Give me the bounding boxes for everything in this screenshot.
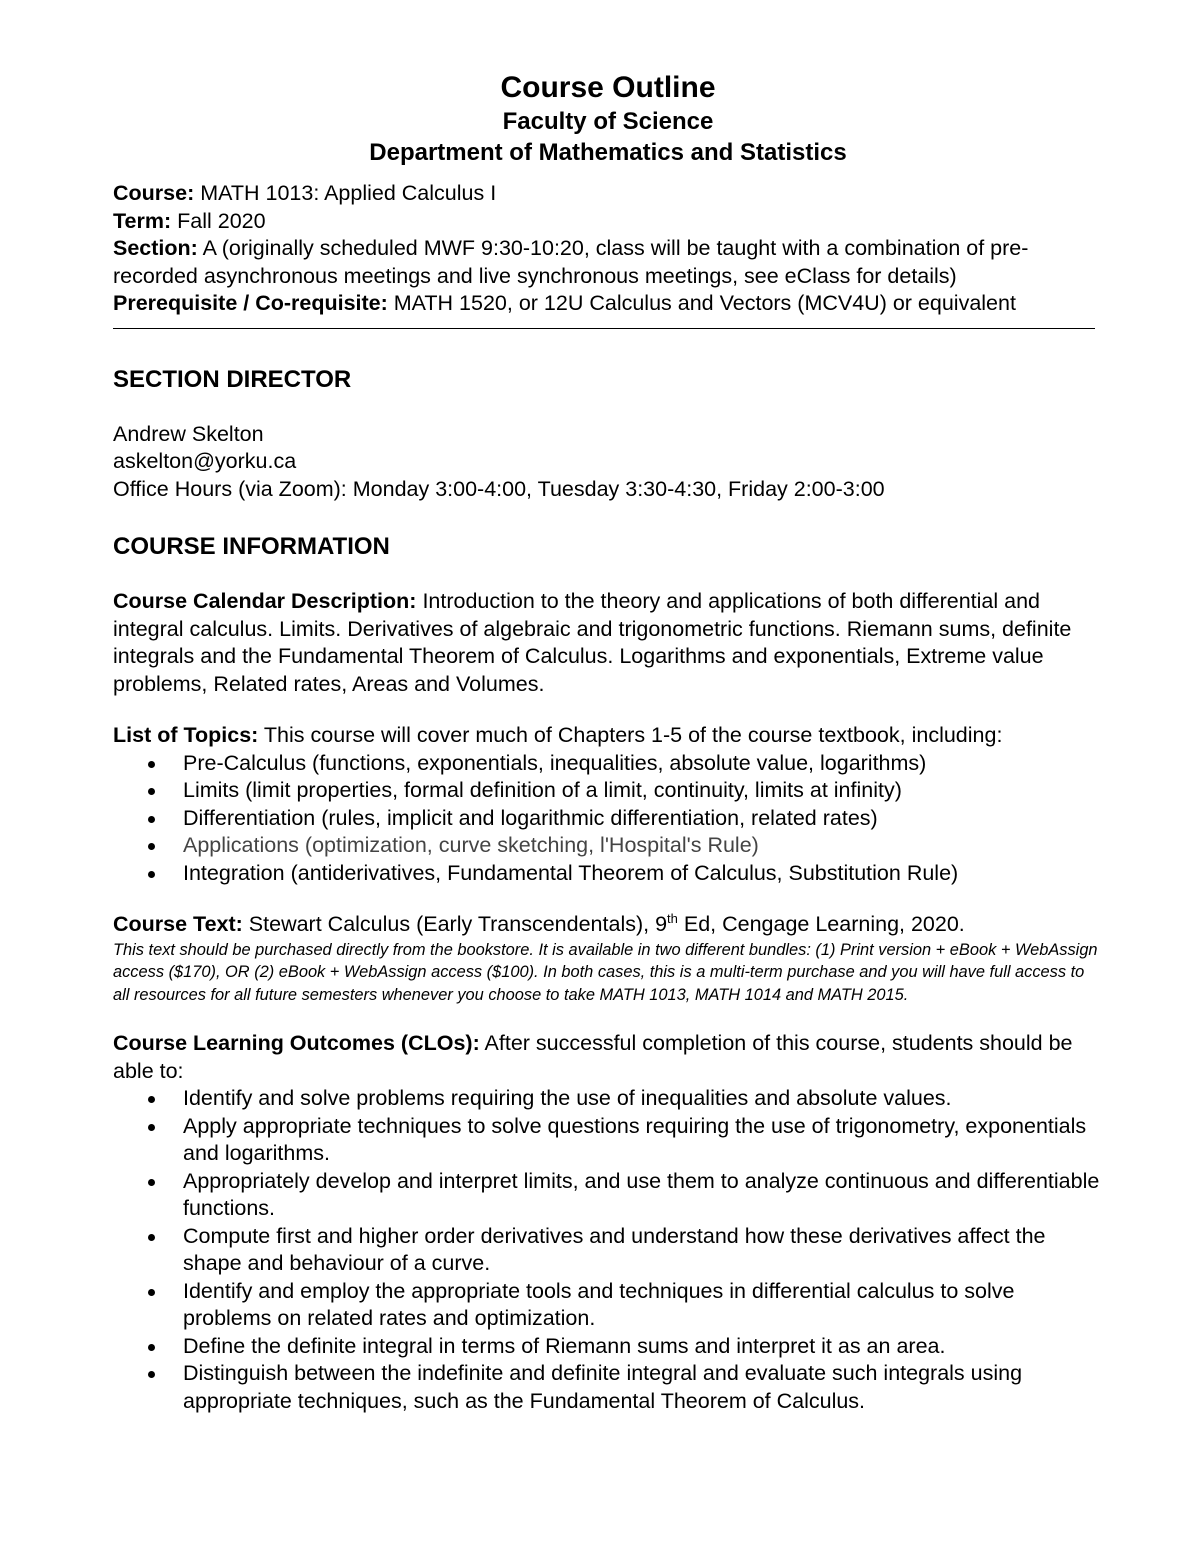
list-item: Apply appropriate techniques to solve questions requiring the use of trigonometry, exponentials and logarithms.	[113, 1113, 1103, 1168]
list-item: Appropriately develop and interpret limits, and use them to analyze continuous and differentiable functions.	[113, 1168, 1103, 1223]
outcomes-list	[113, 1085, 1103, 1415]
clo-block	[113, 1030, 1103, 1415]
course-header-info	[113, 180, 1103, 329]
calendar-label: Course Calendar Description:	[113, 589, 417, 613]
course-information-heading: COURSE INFORMATION	[113, 533, 390, 560]
faculty-name: Faculty of Science	[502, 108, 714, 135]
director-name: Andrew Skelton	[113, 421, 264, 446]
clo-intro	[113, 1030, 1103, 1085]
term-value: Fall 2020	[171, 208, 266, 233]
course-text-value-end: Ed, Cengage Learning, 2020.	[677, 912, 965, 936]
topics-text: This course will cover much of Chapters 1-5 of the course textbook, including:	[258, 723, 1003, 747]
prereq-value: MATH 1520, or 12U Calculus and Vectors (MCV4U) or equivalent	[387, 291, 1016, 315]
topics-block	[113, 722, 1103, 887]
office-hours: Office Hours (via Zoom): Monday 3:00-4:00, Tuesday 3:30-4:30, Friday 2:00-3:00	[113, 476, 885, 501]
list-item: Applications (optimization, curve sketching, l'Hospital's Rule)	[113, 832, 1103, 860]
topics-label: List of Topics:	[113, 723, 259, 747]
course-text-line	[113, 911, 1103, 939]
header-divider	[113, 328, 1095, 329]
course-text-value: Stewart Calculus (Early Transcendentals), 9	[242, 912, 668, 936]
document-page	[113, 70, 1103, 1415]
prereq-line	[113, 290, 1103, 318]
clo-label: Course Learning Outcomes (CLOs):	[113, 1031, 480, 1055]
list-item: Define the definite integral in terms of Riemann sums and interpret it as an area.	[113, 1333, 1103, 1361]
prereq-label: Prerequisite / Co-requisite:	[113, 291, 388, 315]
department-name: Department of Mathematics and Statistics	[369, 139, 847, 166]
list-item: Differentiation (rules, implicit and logarithmic differentiation, related rates)	[113, 805, 1103, 833]
section-value: A (originally scheduled MWF 9:30-10:20, class will be taught with a combination of pre-recorded asynchronous meetings and live synchronous meetings, see eClass for details)	[113, 236, 1029, 288]
list-item: Pre-Calculus (functions, exponentials, inequalities, absolute value, logarithms)	[113, 750, 1103, 778]
course-line	[113, 180, 1103, 208]
calendar-description	[113, 588, 1103, 698]
director-info	[113, 421, 1103, 504]
director-email: askelton@yorku.ca	[113, 449, 297, 473]
list-item: Distinguish between the indefinite and definite integral and evaluate such integrals using appropriate techniques, such as the Fundamental Theorem of Calculus.	[113, 1360, 1103, 1415]
list-item: Integration (antiderivatives, Fundamental Theorem of Calculus, Substitution Rule)	[113, 860, 1103, 888]
clo-text: After successful completion of this course, students should be able to:	[113, 1031, 1073, 1083]
term-line	[113, 208, 1103, 236]
list-item: Limits (limit properties, formal definition of a limit, continuity, limits at infinity)	[113, 777, 1103, 805]
list-item: Compute first and higher order derivatives and understand how these derivatives affect the shape and behaviour of a curve.	[113, 1223, 1103, 1278]
section-director-heading: SECTION DIRECTOR	[113, 365, 352, 393]
topics-intro	[113, 722, 1103, 750]
calendar-text: Introduction to the theory and applications of both differential and integral calculus. Limits. Derivatives of algebraic and trigonometric functions. Riemann sums, definite integrals and the Fundamental Theorem of Calculus. Logarithms and exponentials, Extreme value problems, Related rates, Areas and Volumes.	[113, 589, 1072, 696]
course-label: Course:	[113, 181, 195, 205]
list-item: Identify and employ the appropriate tools and techniques in differential calculus to solve problems on related rates and optimization.	[113, 1278, 1103, 1333]
topics-list	[113, 750, 1103, 888]
section-line	[113, 235, 1103, 290]
document-title: Course Outline	[500, 71, 716, 104]
course-text-label: Course Text:	[113, 912, 243, 936]
course-text-block	[113, 911, 1103, 1006]
edition-superscript: th	[667, 910, 678, 926]
course-text-note: This text should be purchased directly from the bookstore. It is available in two different bundles: (1) Print version + eBook + WebAssign access ($170), OR (2) eBook + WebAssign access ($100). In both cases, this is a multi-term purchase and you will have full access to all resources for all future semesters whenever you choose to take MATH 1013, MATH 1014 and MATH 2015.	[113, 940, 1098, 1004]
course-value: MATH 1013: Applied Calculus I	[194, 181, 497, 205]
section-label: Section:	[113, 236, 198, 260]
term-label: Term:	[113, 208, 172, 233]
list-item: Identify and solve problems requiring the use of inequalities and absolute values.	[113, 1085, 1103, 1113]
